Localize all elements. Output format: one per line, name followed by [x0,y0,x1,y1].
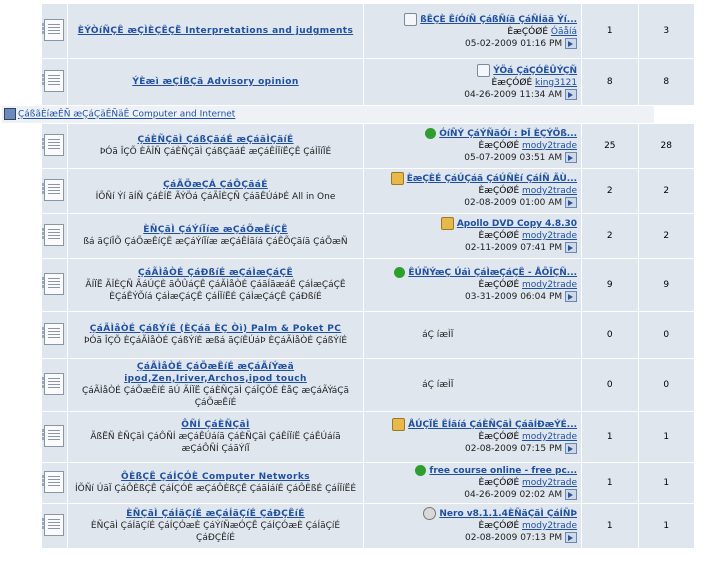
category-link[interactable]: ÇáßãÈíæÊÑ æÇáÇäÊÑäÊ Computer and Internet [18,109,236,120]
last-post-date: 02-08-2009 [464,198,517,208]
thread-count: 2 [582,214,637,258]
post-count: 3 [639,4,694,58]
last-post-by-label: ÈæÇÓØÉ [478,279,520,290]
last-post-by-label: ÈæÇÓØÉ [507,26,549,37]
post-count: 0 [639,359,694,411]
last-post-link[interactable]: Apollo DVD Copy 4.8.30 [456,219,578,229]
go-to-last-post-icon[interactable] [565,89,577,100]
forum-info-cell [68,124,364,168]
forum-info-cell [68,169,364,213]
thread-count: 8 [582,59,637,105]
forum-row [42,312,694,358]
forum-status-icon [44,134,64,156]
last-post-date: 03-31-2009 [465,291,518,302]
post-count: 1 [639,504,694,548]
forum-row [42,124,694,168]
forum-description: ÃßËÑ ÈÑÇãÌ ÇáÔÑÍ æÇáÊÚáíã ÇáÈÑÇãÌ ÇáÊÍÏíË ÇáÊÚáíã æÇáÔÑÍ ÇáãÝíÏ [90,431,341,454]
forum-title-link[interactable]: ÇáÃÖæÇÁ ÇáÔÇãáÉ [163,179,268,190]
last-post-time: 06:04 PM [520,291,563,302]
go-to-last-post-icon[interactable] [565,38,577,49]
last-post-cell [364,504,581,548]
last-post-date: 04-26-2009 [464,489,517,500]
last-post-by-label: ÈæÇÓØÉ [478,432,520,442]
last-post-date: 05-07-2009 [464,152,517,163]
forum-info-cell [68,463,364,503]
go-to-last-post-icon[interactable] [565,291,577,302]
go-to-last-post-icon[interactable] [565,489,577,500]
post-count: 1 [639,412,694,462]
forum-status-cell [42,124,67,168]
go-arrow-icon [415,465,426,476]
thread-count: 1 [582,463,637,503]
post-count: 1 [639,463,694,503]
forum-status-cell [42,312,67,358]
last-post-user-link[interactable]: king3121 [535,77,578,88]
forum-status-cell [42,412,67,462]
forum-status-cell [42,259,67,311]
last-post-link[interactable]: ÝÖá ÇáÇÓÊÛÝÇÑ [493,65,578,76]
hand-icon [441,217,454,230]
last-post-user-link[interactable]: mody2trade [522,231,578,241]
last-post-date: 02-11-2009 [465,243,518,253]
post-count: 28 [639,124,694,168]
cd-icon [423,507,436,520]
last-post-cell [364,463,581,503]
go-to-last-post-icon[interactable] [565,532,577,543]
go-arrow-icon [425,128,436,139]
forum-title-link[interactable]: ÔÈßÇÊ ÇáÍÇÓÈ Computer Networks [121,471,310,482]
last-post-time: 01:16 PM [520,38,563,49]
forum-row [42,463,694,503]
forum-title-link[interactable]: ÔÑÍ ÇáÈÑÇãÌ [181,419,250,430]
last-post-user-link[interactable]: mody2trade [522,477,578,488]
forum-info-cell [68,4,364,58]
last-post-link[interactable]: free course online - free pc... [429,465,578,476]
forum-title-link[interactable]: ÇáÃÌåÒÉ ÇáßÝíÉ (ÈÇáã ÈÇ Òì) Palm & Poket PC [89,323,342,334]
forum-title-link[interactable]: ÇáÈÑÇãÌ ÇáßÇãáÉ æÇáãÌÇäíÉ [137,134,294,145]
last-post-link[interactable]: ßÊÇÈ ÊíÓíÑ ÇáßÑíã ÇáÑÍãä Ýí... [420,14,578,25]
forum-row [42,214,694,258]
post-count: 2 [639,214,694,258]
forum-info-cell [68,412,364,462]
last-post-cell [364,312,581,358]
no-posts-label: áÇ íæÌÏ [422,329,454,340]
thread-count: 9 [582,259,637,311]
last-post-by-label: ÈæÇÓØÉ [491,77,533,88]
forum-description: ÍÕÑí Ýí ãÍÑ ÇáÈÍË ÃÝÖá ÇáÃÎÈÇÑ ÇáãÊÚáÞÉ All in One [95,191,336,202]
last-post-cell [364,214,581,258]
hand-icon [391,172,404,185]
forum-status-cell [42,359,67,411]
last-post-time: 11:34 AM [519,89,563,100]
document-icon [477,64,490,77]
last-post-user-link[interactable]: mody2trade [522,279,578,290]
forum-title-link[interactable]: ÈÝÒíÑÇÊ æÇÌÈÇÊÇË Interpretations and judgments [77,26,354,36]
go-to-last-post-icon[interactable] [565,443,577,454]
thread-count: 1 [582,504,637,548]
last-post-date: 02-08-2009 [465,533,518,543]
last-post-time: 07:41 PM [520,243,563,253]
forum-title-link[interactable]: ÈÑÇãÌ ÇáÍãÇíÉ æÇáÍãÇíÉ ÇáÐÇÊíÉ [126,508,305,519]
forum-status-icon [44,373,64,395]
forum-info-cell [68,359,364,411]
thread-count: 0 [582,359,637,411]
forum-title-link[interactable]: ÇáÃÌåÒÉ ÇáÕæÊíÉ æÇáÃíÝæä ipod,Zen,Iriver,Archos,ipod touch [124,361,307,384]
forum-row [42,4,694,58]
last-post-by-label: ÈæÇÓØÉ [478,477,520,488]
last-post-time: 07:15 PM [520,444,563,454]
forum-status-cell [42,169,67,213]
forum-status-cell [42,4,67,58]
post-count: 9 [639,259,694,311]
forum-title-link[interactable]: ÈÑÇãÌ ÇáÝíÏíæ æÇáÕæÊíÇÊ [143,224,288,235]
forum-row [42,169,694,213]
forum-status-cell [42,463,67,503]
last-post-cell [364,124,581,168]
last-post-link[interactable]: Nero v8.1.1.4ÈÑäÇãÌ ÇáÍÑÞ [439,509,578,519]
last-post-cell [364,169,581,213]
last-post-by-label: ÈæÇÓØÉ [478,140,520,151]
last-post-by-label: ÈæÇÓØÉ [478,186,520,196]
thread-count: 0 [582,312,637,358]
forum-status-icon [44,323,64,345]
forum-description: ÈÑÇãÌ ÇáÍãÇíÉ ÇáÍÇÓæÈ ÇáÝíÑæÓÇÊ ÇáÍÇÓæÈ ÇáÍãÇíÉ ÇáÐÇÊíÉ [90,520,341,543]
forum-status-cell [42,504,67,548]
go-arrow-icon [394,267,405,278]
forum-status-cell [42,59,67,105]
forum-status-icon [44,514,64,536]
forum-status-icon [44,273,64,295]
go-to-last-post-icon[interactable] [565,152,577,163]
forum-title-link[interactable]: ÝÈæì æÇÍßÇã Advisory opinion [132,77,299,87]
thread-count: 1 [582,412,637,462]
category-row [42,106,694,123]
forum-status-icon [44,19,64,41]
last-post-cell [364,359,581,411]
last-post-user-link[interactable]: mody2trade [522,432,578,442]
last-post-link[interactable]: ÈæÇÈÉ ÇáÚÇáã ÇáÚÑÈí ÇáÍÑ ÃÙ... [406,174,578,184]
category-cell [2,106,654,123]
hand-icon [392,418,405,431]
thread-count: 1 [582,4,637,58]
last-post-link[interactable]: ÓíÑÝ ÇáÝÑäÓí : ÞÏ ÈÇÝÖß... [439,128,578,139]
post-count: 2 [639,169,694,213]
last-post-user-link[interactable]: mody2trade [522,186,578,196]
forum-status-icon [44,425,64,447]
forum-list-table [18,3,695,549]
last-post-by-label: ÈæÇÓØÉ [478,231,520,241]
forum-description: ÍÕÑí ÚäÏ ÇáÔÈßÇÊ ÇáÍÇÓÈ æÇáÔÈßÇÊ ÇáãÍáíÉ ÇáÔÈßÉ ÇáÍÏíËÉ [74,483,357,494]
forum-status-icon [44,179,64,201]
forum-status-icon [44,224,64,246]
forum-row [42,259,694,311]
go-to-last-post-icon[interactable] [565,242,577,253]
last-post-date: 04-26-2009 [464,89,517,100]
last-post-user-link[interactable]: mody2trade [522,140,578,151]
forum-description: ÃÍÏË ÃÎÈÇÑ ÃáÚÇÈ ãÔÛáÇÊ ÇáÃÌåÒÉ ÇáãÍãæáÉ ÇáÌæÇáÇÊ ÈÇáÊÝÕíá ÇáÌæÇáÇÊ ÇáÍÏíËÉ ÇáÌæÇáÇÊ ÇáÐßíÉ [85,279,346,302]
thread-count: 25 [582,124,637,168]
last-post-user-link[interactable]: Óãåíá [550,26,578,37]
last-post-cell [364,59,581,105]
last-post-user-link[interactable]: mody2trade [522,521,578,531]
forum-info-cell [68,312,364,358]
post-count: 8 [639,59,694,105]
forum-row [42,59,694,105]
post-count: 0 [639,312,694,358]
last-post-time: 03:51 AM [519,152,563,163]
no-posts-label: áÇ íæÌÏ [422,379,454,390]
thread-count: 2 [582,169,637,213]
forum-status-icon [44,471,64,493]
forum-row [42,412,694,462]
last-post-date: 05-02-2009 [465,38,518,49]
forum-info-cell [68,59,364,105]
last-post-cell [364,4,581,58]
last-post-time: 02:02 AM [519,489,563,500]
forum-info-cell [68,214,364,258]
forum-description: ÇáÃÌåÒÉ ÇáÕæÊíÉ ãÚ ÃÍÏË ÇáÈÑÇãÌ ÇáÎÇÕÉ ÈåÇ æÇáÃÝáÇã ÇáÕæÊíÉ [81,385,350,408]
forum-status-cell [42,214,67,258]
last-post-cell [364,412,581,462]
forum-info-cell [68,504,364,548]
forum-row [42,504,694,548]
forum-description: ÞÓã ÎÇÕ ÈÇáÃÌåÒÉ ÇáßÝíÉ æßá ãÇíÊÚáÞ ÈÇáÃÌåÒÉ ÇáßÝíÉ [83,335,348,346]
go-to-last-post-icon[interactable] [565,197,577,208]
last-post-time: 07:13 PM [520,533,563,543]
category-icon [4,108,16,120]
last-post-link[interactable]: ÅÚÇÏÉ ÊÍãíá ÇáÈÑÇãÌ ÇáãÍÐæÝÉ... [408,420,578,430]
forum-description: ÞÓã ÎÇÕ ÈÂÎÑ ÇáÈÑÇãÌ ÇáßÇãáÉ æÇáÊÍÏíËÇÊ ÇáÌÏíÏÉ [99,146,332,157]
last-post-time: 01:00 AM [519,198,563,208]
forum-info-cell [68,259,364,311]
last-post-link[interactable]: ÊÚÑÝæÇ Úáì ÇáÌæÇáÇÊ - ÅÕÏÇÑ... [408,267,578,278]
forum-row [42,359,694,411]
last-post-cell [364,259,581,311]
document-icon [404,13,417,26]
forum-status-icon [44,70,64,92]
forum-title-link[interactable]: ÇáÃÌåÒÉ ÇáÐßíÉ æÇáÌæÇáÇÊ [138,267,293,278]
last-post-date: 02-08-2009 [465,444,518,454]
forum-description: ßá ãÇíÎÕ ÇáÕæÊíÇÊ æÇáÝíÏíæ æÇáÊÍãíá ÇáÊÕÇãíã ÇáÕæÑ [83,236,348,247]
last-post-by-label: ÈæÇÓØÉ [478,521,520,531]
